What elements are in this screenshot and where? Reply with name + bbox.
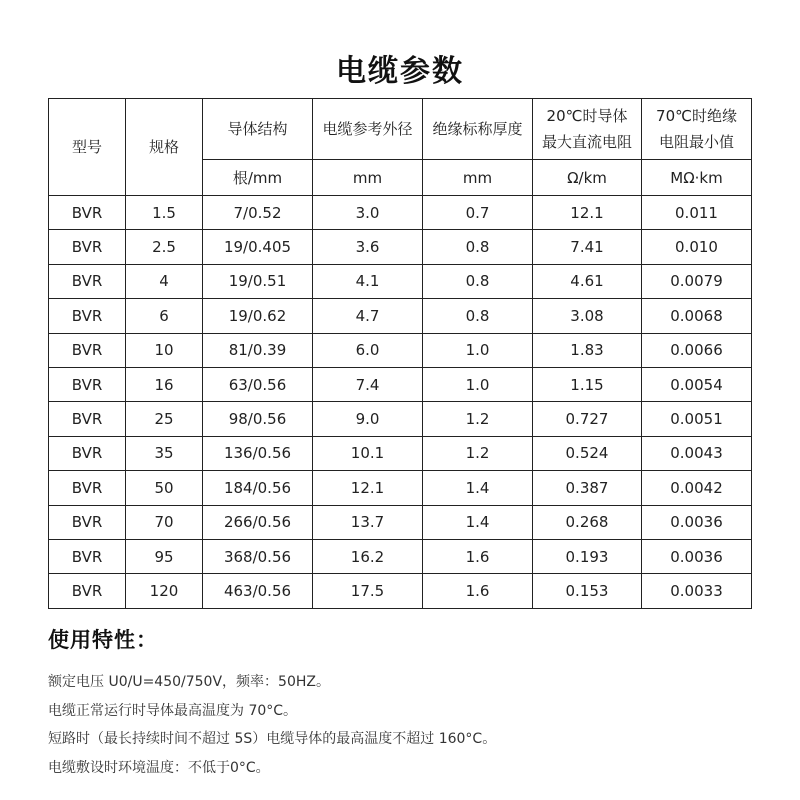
cell-resistance: 12.1: [533, 196, 642, 230]
cell-insul-res: 0.0033: [642, 574, 752, 608]
header-insul-res-line2: 电阻最小值: [658, 133, 734, 151]
table-row: [49, 574, 752, 608]
cell-insul-res: 0.010: [642, 230, 752, 264]
cell-outer-diameter: 10.1: [313, 436, 423, 470]
page-title: 电缆参数: [336, 54, 464, 89]
cell-model: BVR: [49, 539, 126, 573]
cell-model: BVR: [49, 264, 126, 298]
feature-line: 电缆正常运行时导体最高温度为 70°C。: [48, 702, 298, 719]
header-insul-res-line1: 70℃时绝缘: [656, 107, 737, 125]
cell-conductor: 63/0.56: [203, 367, 313, 401]
cell-insulation: 1.4: [423, 505, 533, 539]
cell-model: BVR: [49, 367, 126, 401]
cell-insul-res: 0.0042: [642, 471, 752, 505]
table-body: [49, 196, 752, 609]
cell-spec: 35: [126, 436, 203, 470]
cell-outer-diameter: 3.0: [313, 196, 423, 230]
cell-conductor: 19/0.405: [203, 230, 313, 264]
header-spec: 规格: [126, 99, 203, 196]
cell-insulation: 1.4: [423, 471, 533, 505]
cell-model: BVR: [49, 230, 126, 264]
table-row: [49, 505, 752, 539]
feature-line: 电缆敷设时环境温度：不低于0°C。: [48, 759, 270, 776]
cell-insulation: 0.8: [423, 264, 533, 298]
features-section: [48, 624, 768, 782]
cell-insul-res: 0.0036: [642, 505, 752, 539]
cell-resistance: 0.727: [533, 402, 642, 436]
table-row: [49, 471, 752, 505]
header-resistance-line2: 最大直流电阻: [541, 133, 632, 151]
cell-outer-diameter: 9.0: [313, 402, 423, 436]
cell-insulation: 1.6: [423, 539, 533, 573]
table-row: [49, 299, 752, 333]
cell-outer-diameter: 7.4: [313, 367, 423, 401]
cell-insul-res: 0.0068: [642, 299, 752, 333]
cell-insulation: 1.2: [423, 436, 533, 470]
cell-conductor: 7/0.52: [203, 196, 313, 230]
cell-conductor: 184/0.56: [203, 471, 313, 505]
cell-conductor: 266/0.56: [203, 505, 313, 539]
cell-insul-res: 0.0036: [642, 539, 752, 573]
cell-resistance: 0.153: [533, 574, 642, 608]
cell-resistance: 3.08: [533, 299, 642, 333]
unit-resistance: Ω/km: [533, 160, 642, 196]
cell-conductor: 98/0.56: [203, 402, 313, 436]
cell-insulation: 1.2: [423, 402, 533, 436]
cell-model: BVR: [49, 471, 126, 505]
table-row: [49, 333, 752, 367]
cell-resistance: 1.15: [533, 367, 642, 401]
header-row: [49, 99, 752, 160]
cell-outer-diameter: 4.7: [313, 299, 423, 333]
cell-insulation: 1.0: [423, 367, 533, 401]
cell-resistance: 0.193: [533, 539, 642, 573]
cell-outer-diameter: 17.5: [313, 574, 423, 608]
cell-resistance: 0.268: [533, 505, 642, 539]
cell-model: BVR: [49, 436, 126, 470]
cell-outer-diameter: 16.2: [313, 539, 423, 573]
features-heading: 使用特性：: [48, 628, 158, 652]
cell-insul-res: 0.0079: [642, 264, 752, 298]
feature-line: 额定电压 U0/U=450/750V，频率：50HZ。: [48, 674, 330, 690]
cell-insul-res: 0.0043: [642, 436, 752, 470]
table-row: [49, 196, 752, 230]
feature-line: 短路时（最长持续时间不超过 5S）电缆导体的最高温度不超过 160°C。: [48, 731, 497, 747]
cell-spec: 1.5: [126, 196, 203, 230]
table-row: [49, 539, 752, 573]
cell-spec: 50: [126, 471, 203, 505]
cell-conductor: 19/0.62: [203, 299, 313, 333]
cell-outer-diameter: 12.1: [313, 471, 423, 505]
cell-resistance: 7.41: [533, 230, 642, 264]
cell-insul-res: 0.0066: [642, 333, 752, 367]
cell-resistance: 4.61: [533, 264, 642, 298]
header-insulation-resistance: [642, 99, 752, 160]
cell-insulation: 0.8: [423, 230, 533, 264]
cell-spec: 120: [126, 574, 203, 608]
cell-insul-res: 0.0051: [642, 402, 752, 436]
table-row: [49, 230, 752, 264]
cell-conductor: 81/0.39: [203, 333, 313, 367]
header-outer-diameter: 电缆参考外径: [313, 99, 423, 160]
cell-model: BVR: [49, 196, 126, 230]
cell-conductor: 463/0.56: [203, 574, 313, 608]
table-row: [49, 402, 752, 436]
cell-spec: 95: [126, 539, 203, 573]
cell-resistance: 1.83: [533, 333, 642, 367]
cell-model: BVR: [49, 574, 126, 608]
header-model: 型号: [49, 99, 126, 196]
cell-resistance: 0.387: [533, 471, 642, 505]
cell-outer-diameter: 4.1: [313, 264, 423, 298]
cell-spec: 70: [126, 505, 203, 539]
cell-spec: 10: [126, 333, 203, 367]
cell-outer-diameter: 3.6: [313, 230, 423, 264]
cell-model: BVR: [49, 299, 126, 333]
cell-conductor: 136/0.56: [203, 436, 313, 470]
cell-spec: 6: [126, 299, 203, 333]
cell-spec: 4: [126, 264, 203, 298]
cell-outer-diameter: 13.7: [313, 505, 423, 539]
table-row: [49, 436, 752, 470]
cell-model: BVR: [49, 402, 126, 436]
header-resistance-line1: 20℃时导体: [546, 107, 628, 125]
table-row: [49, 367, 752, 401]
cell-conductor: 368/0.56: [203, 539, 313, 573]
cell-insul-res: 0.011: [642, 196, 752, 230]
cell-outer-diameter: 6.0: [313, 333, 423, 367]
cell-insulation: 1.6: [423, 574, 533, 608]
unit-insulation-resistance: MΩ·km: [642, 160, 752, 196]
cable-spec-table: [48, 98, 752, 609]
header-insulation: 绝缘标称厚度: [423, 99, 533, 160]
cell-spec: 16: [126, 367, 203, 401]
cell-insulation: 0.7: [423, 196, 533, 230]
unit-conductor: 根/mm: [203, 160, 313, 196]
unit-outer-diameter: mm: [313, 160, 423, 196]
header-conductor: 导体结构: [203, 99, 313, 160]
cell-conductor: 19/0.51: [203, 264, 313, 298]
unit-insulation: mm: [423, 160, 533, 196]
header-resistance: [533, 99, 642, 160]
cell-insul-res: 0.0054: [642, 367, 752, 401]
cell-insulation: 0.8: [423, 299, 533, 333]
cell-spec: 25: [126, 402, 203, 436]
table-row: [49, 264, 752, 298]
cell-model: BVR: [49, 333, 126, 367]
cell-model: BVR: [49, 505, 126, 539]
cell-resistance: 0.524: [533, 436, 642, 470]
cell-insulation: 1.0: [423, 333, 533, 367]
cell-spec: 2.5: [126, 230, 203, 264]
